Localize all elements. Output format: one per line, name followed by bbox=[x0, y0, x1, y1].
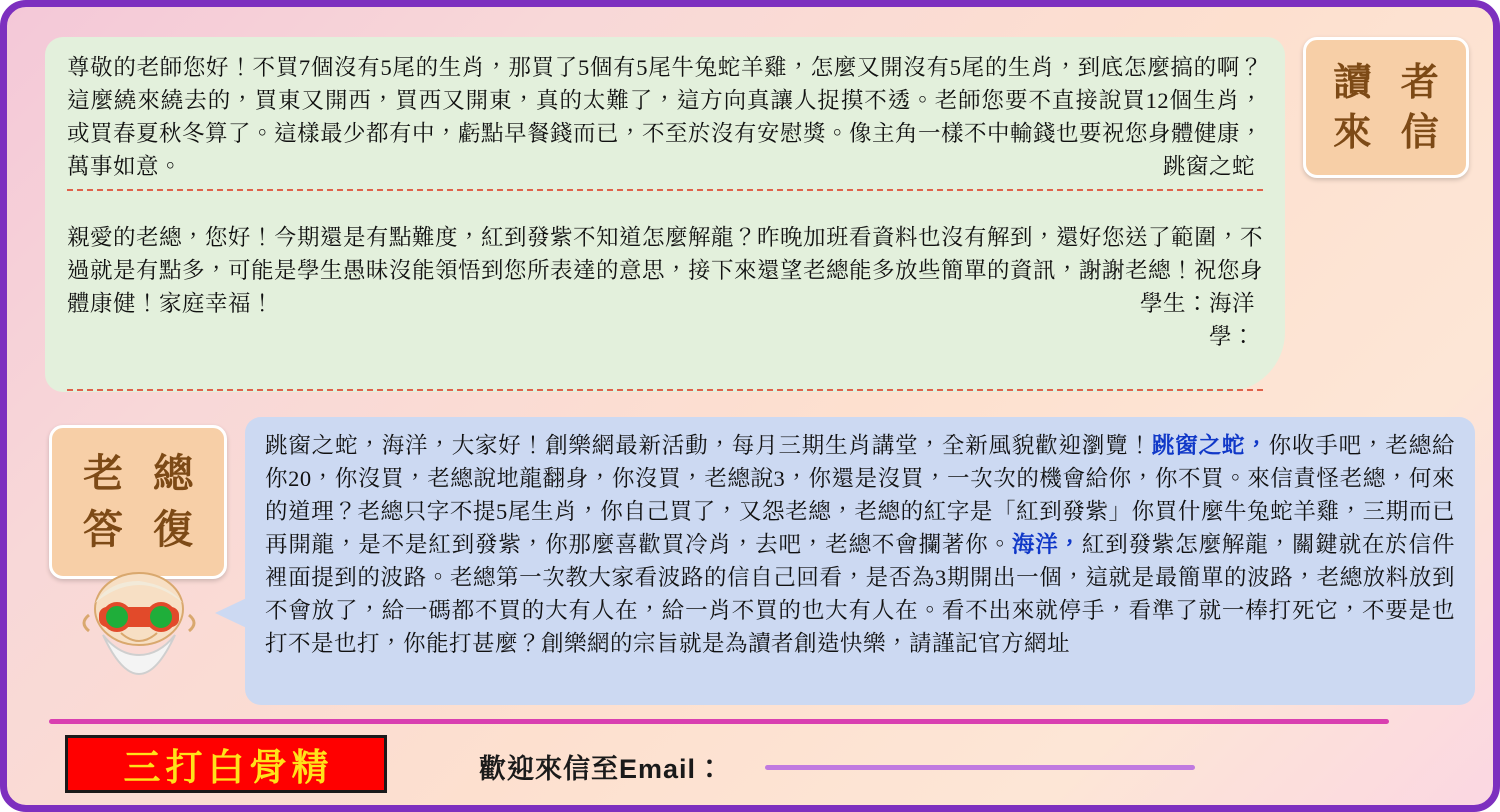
title-plate bbox=[65, 735, 387, 793]
boss-badge-line-1: 老 總 bbox=[83, 451, 203, 496]
boss-reply-part-2: 你收手吧，老總給你20，你沒買，老總說地龍翻身，你沒買，老總說3，你還是沒買，一次次的機會給你，你不買。來信責怪老總，何來的道理？老總只字不提5尾生肖，你自己買了，又怨老總，老總的紅字是「紅到發紫」你買什麼牛兔蛇羊雞，三期而已再開龍，是不是紅到發紫，你那麼喜歡買冷肖，去吧，老總不會攔著你。 bbox=[265, 433, 1455, 557]
letters-divider-2 bbox=[67, 389, 1263, 391]
email-label: 歡迎來信至Email： bbox=[479, 754, 725, 784]
boss-badge-line-2: 答 復 bbox=[83, 507, 203, 552]
reader-letter-1-body: 尊敬的老師您好！不買7個沒有5尾的生肖，那買了5個有5尾牛兔蛇羊雞，怎麼又開沒有5尾的生肖，到底怎麼搞的啊？這麼繞來繞去的，買東又開西，買西又開東，真的太難了，這方向真讓人捉摸不透。老師您要不直接說買12個生肖，或買春夏秋冬算了。這樣最少都有中，虧點早餐錢而已，不至於沒有安慰獎。像主角一樣不中輸錢也要祝您身體健康，萬事如意。 bbox=[67, 55, 1264, 179]
boss-reply-bubble bbox=[245, 417, 1475, 705]
boss-reply-part-1: 跳窗之蛇，海洋，大家好！創樂網最新活動，每月三期生肖講堂，全新風貌歡迎瀏覽！ bbox=[265, 433, 1152, 458]
boss-reply-part-3: 紅到發紫怎麼解龍，關鍵就在於信件裡面提到的波路。老總第一次教大家看波路的信自己回看，是否為3期開出一個，這就是最簡單的波路，老總放料放到不會放了，給一碼都不買的大有人在，給一肖不買的也大有人在。看不出來就停手，看準了就一棒打死它，不要是也打不是也打，你能打甚麼？創樂網的宗旨就是為讀者創造快樂，請謹記官方網址 bbox=[265, 532, 1455, 656]
reader-badge-line-1: 讀 者 bbox=[1333, 61, 1449, 104]
old-man-mascot-icon bbox=[59, 563, 219, 711]
reader-letter-1-signature: 跳窗之蛇 bbox=[1162, 154, 1255, 179]
reader-letters-badge bbox=[1303, 37, 1469, 178]
reader-letters-panel bbox=[45, 37, 1285, 392]
boss-reply-highlight-2: 海洋， bbox=[1011, 532, 1082, 557]
title-plate-text: 三打白骨精 bbox=[123, 748, 334, 789]
reader-letter-2-signature: 學生：海洋 bbox=[1139, 291, 1255, 316]
boss-reply-highlight-1: 跳窗之蛇， bbox=[1151, 433, 1269, 458]
boss-reply-text bbox=[265, 429, 1455, 660]
reader-letter-2-body: 親愛的老總，您好！今期還是有點難度，紅到發紫不知道怎麼解龍？昨晚加班看資料也沒有解到，還好您送了範圍，不過就是有點多，可能是學生愚昧沒能領悟到您所表達的意思，接下來還望老總能多放些簡單的資訊，謝謝老總！祝您身體康健！家庭幸福！ bbox=[67, 225, 1264, 316]
letters-divider-1 bbox=[67, 189, 1263, 191]
reader-letter-2-signature-extra: 學： bbox=[1208, 324, 1255, 349]
reader-badge-line-2: 來 信 bbox=[1333, 111, 1449, 154]
email-address-blank-line bbox=[765, 765, 1195, 770]
boss-reply-badge bbox=[49, 425, 227, 579]
footer-divider bbox=[49, 719, 1389, 724]
